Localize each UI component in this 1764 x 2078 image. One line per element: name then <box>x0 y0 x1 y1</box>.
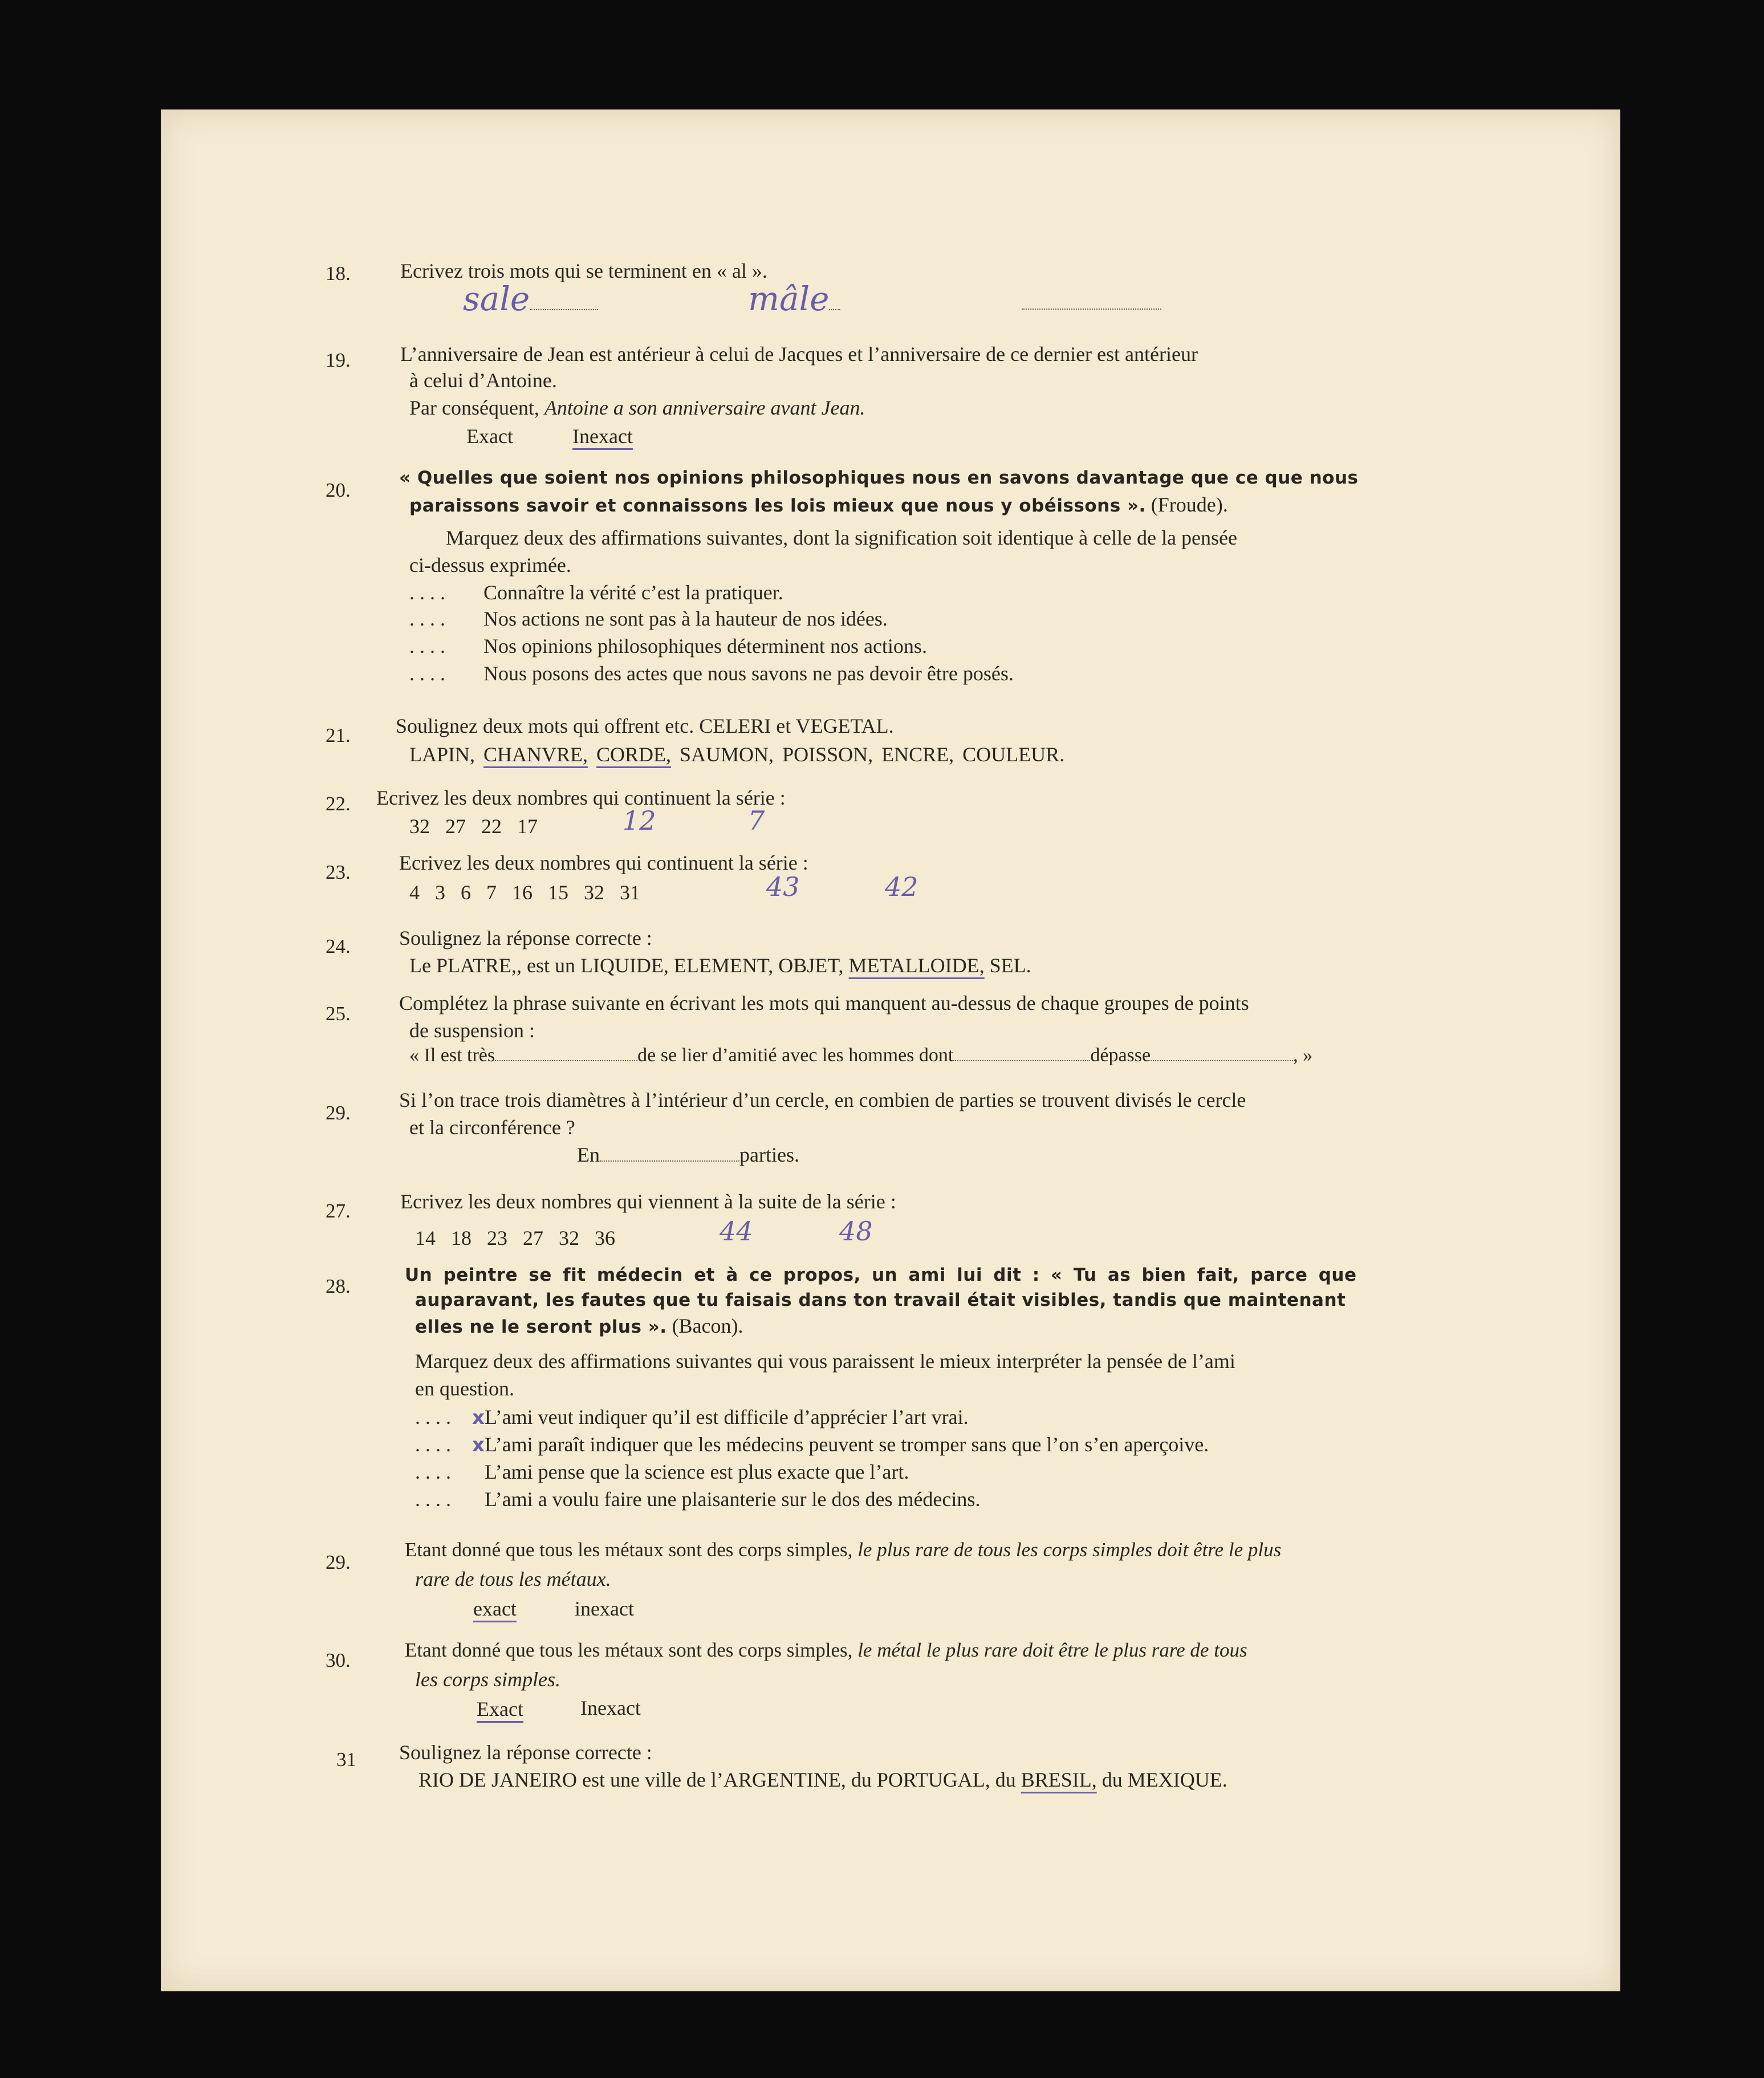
choice-label: L’ami a voulu faire une plaisanterie sur le dos des médecins. <box>485 1488 981 1511</box>
dots: . . . . <box>409 581 445 604</box>
text: Etant donné que tous les métaux sont des corps simples, <box>405 1539 858 1561</box>
question-text: Complétez la phrase suivante en écrivant les mots qui manquent au-dessus de chaque groupes de points <box>399 992 1249 1014</box>
statement: le métal le plus rare doit être le plus rare de tous <box>857 1639 1247 1661</box>
choice-item[interactable] <box>409 634 927 658</box>
dots: . . . . <box>409 607 445 630</box>
fill-in-sentence <box>409 1045 1312 1066</box>
blank[interactable] <box>600 1146 739 1162</box>
choice-item[interactable] <box>415 1487 980 1511</box>
dots: . . . . <box>409 635 445 658</box>
answer-field[interactable] <box>885 871 918 902</box>
question-text: à celui d’Antoine. <box>409 369 557 392</box>
question-number: 27. <box>326 1200 351 1222</box>
dots: . . . . <box>415 1488 451 1511</box>
option-exact-underlined[interactable]: Exact <box>477 1698 523 1720</box>
quote: elles ne le seront plus ». <box>415 1317 667 1337</box>
question-text: Ecrivez trois mots qui se terminent en « al ». <box>400 259 767 282</box>
option-inexact[interactable]: inexact <box>575 1597 634 1620</box>
word-option-underlined[interactable]: CHANVRE, <box>483 743 588 766</box>
questionnaire-page <box>161 109 1620 1991</box>
question-text: Ecrivez les deux nombres qui viennent à la suite de la série : <box>400 1190 896 1213</box>
answer-field[interactable] <box>748 279 840 318</box>
number-series: 32 27 22 17 <box>409 815 538 838</box>
question-text: Soulignez la réponse correcte : <box>399 1741 652 1764</box>
text: de se lier d’amitié avec les hommes dont <box>637 1045 954 1066</box>
text: « Il est très <box>409 1045 495 1066</box>
question-number: 29. <box>326 1551 351 1573</box>
word-option[interactable]: POISSON, <box>782 743 873 766</box>
question-number: 28. <box>326 1275 351 1297</box>
quote-text <box>415 1314 743 1338</box>
question-text <box>409 396 865 420</box>
quote: paraissons savoir et connaissons les lois mieux que nous y obéissons ». <box>409 496 1146 516</box>
choice-item[interactable] <box>409 581 783 604</box>
option-inexact[interactable]: Inexact <box>580 1697 641 1719</box>
quote-text: « Quelles que soient nos opinions philosophiques nous en savons davantage que ce que nous <box>399 468 1359 488</box>
quote-text <box>409 493 1228 517</box>
choice-item-marked[interactable] <box>415 1432 1209 1456</box>
text: , » <box>1293 1045 1313 1066</box>
question-text: et la circonférence ? <box>409 1116 575 1139</box>
question-text: Soulignez la réponse correcte : <box>399 927 652 949</box>
statement: les corps simples. <box>415 1668 560 1691</box>
question-text: Ecrivez les deux nombres qui continuent la série : <box>399 851 808 874</box>
choice-label: Nos opinions philosophiques déterminent nos actions. <box>483 635 927 658</box>
answer-field[interactable] <box>1022 291 1161 315</box>
question-text: Ecrivez les deux nombres qui continuent la série : <box>376 786 786 809</box>
number-series: 4 3 6 7 16 15 32 31 <box>409 881 640 904</box>
choice-label: L’ami veut indiquer qu’il est difficile d’apprécier l’art vrai. <box>484 1406 969 1428</box>
statement: Antoine a son anniversaire avant Jean. <box>544 396 865 419</box>
blank[interactable] <box>495 1045 637 1061</box>
text: RIO DE JANEIRO est une ville de l’ARGENTINE, du PORTUGAL, du <box>418 1768 1021 1791</box>
question-text <box>405 1639 1247 1662</box>
blank[interactable] <box>1151 1045 1293 1061</box>
instruction: Marquez deux des affirmations suivantes, dont la signification soit identique à celle de la pensée <box>446 526 1237 549</box>
answer-underlined[interactable]: BRESIL, <box>1021 1768 1097 1791</box>
question-text: Si l’on trace trois diamètres à l’intérieur d’un cercle, en combien de parties se trouvent divisés le cercle <box>399 1089 1246 1111</box>
handwritten-answer: 7 <box>748 805 765 836</box>
question-number: 22. <box>326 793 351 815</box>
option-inexact-underlined[interactable]: Inexact <box>572 425 633 448</box>
choice-item[interactable] <box>409 607 888 631</box>
word-option[interactable]: COULEUR. <box>962 743 1065 766</box>
text: En <box>577 1143 600 1166</box>
question-text: de suspension : <box>409 1019 535 1042</box>
choice-item[interactable] <box>409 661 1014 685</box>
question-number: 25. <box>326 1003 351 1025</box>
question-text: L’anniversaire de Jean est antérieur à celui de Jacques et l’anniversaire de ce dernier est antérieur <box>400 343 1198 366</box>
question-text <box>405 1539 1281 1561</box>
choice-item-marked[interactable] <box>415 1405 969 1429</box>
dots: . . . . <box>415 1406 451 1428</box>
number-series: 14 18 23 27 32 36 <box>415 1227 615 1249</box>
handwritten-answer: mâle <box>748 279 830 318</box>
dots: . . . . <box>415 1433 451 1456</box>
text: Le PLATRE,, est un LIQUIDE, ELEMENT, OBJET, <box>409 954 849 977</box>
answer-field[interactable] <box>748 805 765 836</box>
source: (Bacon). <box>666 1314 743 1337</box>
statement: le plus rare de tous les corps simples doit être le plus <box>857 1539 1282 1561</box>
question-text: Soulignez deux mots qui offrent etc. CELERI et VEGETAL. <box>396 715 894 737</box>
pencil-mark-icon: x <box>472 1434 485 1456</box>
option-exact-underlined[interactable]: exact <box>473 1597 517 1620</box>
text: SEL. <box>984 954 1031 977</box>
word-choices <box>409 742 1064 766</box>
question-number: 23. <box>326 861 351 883</box>
choice-item[interactable] <box>415 1460 909 1484</box>
question-number: 19. <box>326 349 351 371</box>
answer-field[interactable] <box>766 871 800 902</box>
answer-underlined[interactable]: METALLOIDE, <box>848 954 985 977</box>
question-number: 24. <box>326 935 351 957</box>
text: dépasse <box>1090 1045 1151 1066</box>
choice-label: Connaître la vérité c’est la pratiquer. <box>483 581 783 604</box>
choice-label: Nous posons des actes que nous savons ne pas devoir être posés. <box>483 662 1014 685</box>
source: (Froude). <box>1145 493 1228 516</box>
handwritten-answer: sale <box>463 279 530 318</box>
text: Etant donné que tous les métaux sont des corps simples, <box>405 1639 858 1661</box>
question-number: 31 <box>336 1748 356 1771</box>
handwritten-answer: 44 <box>720 1216 753 1247</box>
choice-label: Nos actions ne sont pas à la hauteur de nos idées. <box>483 607 888 630</box>
text: parties. <box>739 1143 799 1166</box>
word-option[interactable]: LAPIN, <box>409 743 475 766</box>
fill-in-line <box>577 1143 799 1167</box>
instruction: ci-dessus exprimée. <box>409 554 571 577</box>
question-number: 21. <box>326 724 351 746</box>
text: du MEXIQUE. <box>1096 1768 1228 1791</box>
option-exact[interactable]: Exact <box>466 425 513 448</box>
question-number: 30. <box>326 1649 351 1671</box>
handwritten-answer: 42 <box>885 871 918 902</box>
answer-field[interactable] <box>623 805 656 836</box>
handwritten-answer: 48 <box>839 1216 873 1247</box>
quote-text: auparavant, les fautes que tu faisais dans ton travail était visibles, tandis que maintenant <box>415 1290 1346 1310</box>
instruction: Marquez deux des affirmations suivantes qui vous paraissent le mieux interpréter la pensée de l’ami <box>415 1350 1235 1373</box>
dots: . . . . <box>409 662 445 685</box>
show-through-text <box>1005 241 1010 265</box>
question-number: 20. <box>326 479 351 501</box>
statement: rare de tous les métaux. <box>415 1568 611 1590</box>
handwritten-answer: 12 <box>623 805 656 836</box>
word-option[interactable]: ENCRE, <box>881 743 954 766</box>
answer-field[interactable] <box>839 1216 873 1247</box>
word-option-underlined[interactable]: CORDE, <box>596 743 672 766</box>
dots: . . . . <box>415 1460 451 1483</box>
quote-text: Un peintre se fit médecin et à ce propos, un ami lui dit : « Tu as bien fait, parce que <box>405 1265 1357 1285</box>
text: Par conséquent, <box>409 396 544 419</box>
choice-label: L’ami pense que la science est plus exacte que l’art. <box>485 1460 909 1483</box>
instruction: en question. <box>415 1377 514 1400</box>
choice-label: L’ami paraît indiquer que les médecins peuvent se tromper sans que l’on s’en aperçoive. <box>484 1433 1209 1456</box>
handwritten-answer: 43 <box>766 871 800 902</box>
question-number: 18. <box>326 262 351 285</box>
word-option[interactable]: SAUMON, <box>680 743 774 766</box>
pencil-mark-icon: x <box>472 1406 485 1429</box>
answer-field[interactable] <box>720 1216 753 1247</box>
question-number: 29. <box>326 1102 351 1124</box>
blank[interactable] <box>953 1045 1090 1061</box>
answer-line <box>409 953 1031 977</box>
answer-field[interactable] <box>463 279 598 318</box>
answer-line <box>418 1768 1228 1792</box>
